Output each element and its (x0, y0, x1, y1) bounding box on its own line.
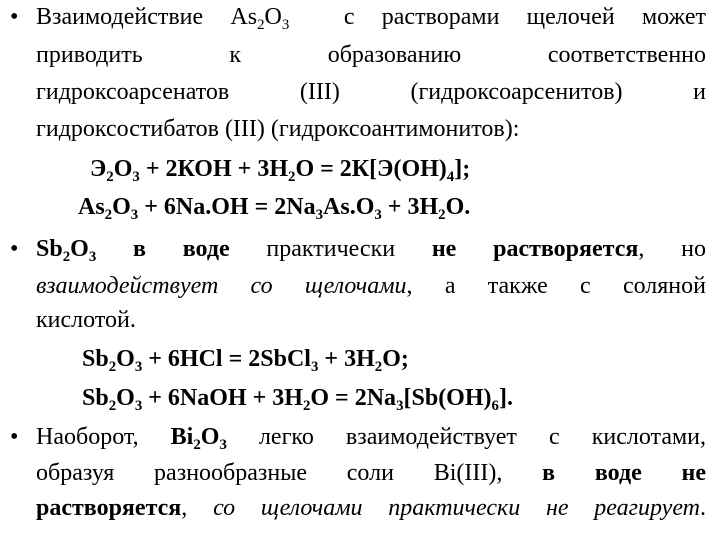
equation-3: $Sb_2O_3 + 6HCl$ = 2SbCl$_3$ + $3H_2O$; (82, 346, 409, 375)
equation-2: $As_2O_3 + 6Na.OH = 2Na_3As.O_3 + 3H_2O$. (78, 194, 471, 223)
p2-line-2: взаимодействует со щелочами, а также с соляной (36, 273, 706, 299)
equation-1: $Э_2О_3 + 2КОН + 3Н_2О = 2К[Э(ОН)_4]$; (90, 156, 471, 185)
p1-line-4: гидроксостибатов (III) (гидроксоантимонитов): (36, 116, 520, 142)
p2-line-3: кислотой. (36, 307, 136, 333)
p1-line-2: приводить к образованию соответственно (36, 42, 706, 68)
p3-line-3: растворяется, со щелочами практически не реагирует. (36, 495, 706, 521)
p3-line-1: Наоборот, $Bi_2O_3$ легко взаимодействует с кислотами, (36, 424, 706, 453)
bullet-marker: • (10, 4, 19, 30)
bullet-marker: • (10, 424, 19, 450)
p2-line-1: $Sb_2O_3$ в воде практически не растворяется, но (36, 236, 707, 265)
bullet-marker: • (10, 236, 19, 262)
p1-line-3: гидроксоарсенатов (III) (гидроксоарсенитов) и (36, 79, 706, 105)
equation-4: $Sb_2O_3$ + 6NaOH + $3H_2O = 2Na_3[Sb(OH)_6]$. (82, 385, 513, 414)
p1-line-1: Взаимодействие $As_2O_3$ с растворами щелочей может (36, 4, 706, 33)
p3-line-2: образуя разнообразные соли Bi(III), в воде не (36, 460, 706, 486)
